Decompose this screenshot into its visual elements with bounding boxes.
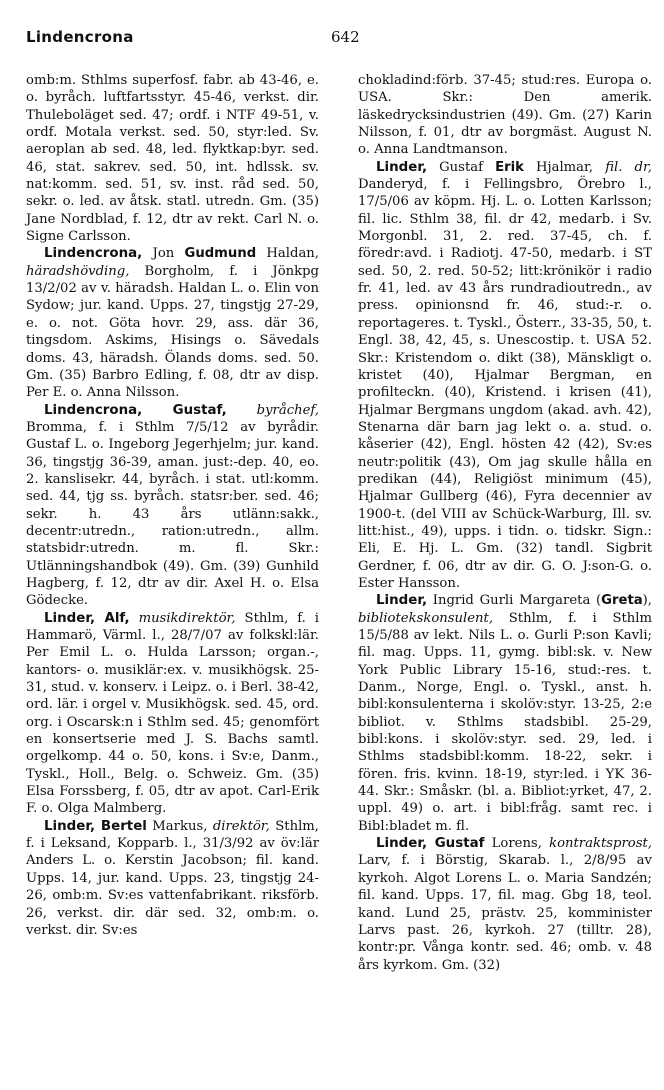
entry-given-names: Jon <box>142 246 185 262</box>
entry-text: Larv, f. i Börstig, Skarab. l., 2/8/95 av kyrkoh. Algot Lorens L. o. Maria Sandzén; fil. kand. Upps. 17, fil. mag. Gbg 18, teol. kand. Lund 25, prästv. 25, komminister Larvs past. 26, kyrkoh. 27 (tilltr. 28), kontr:pr. Vånga kontr. sed. 46; omb. v. 48 års kyrkom. Gm. (32) <box>358 853 652 973</box>
entry-given-names: Lorens, <box>484 836 550 852</box>
entry-text: chokladind:förb. 37-45; stud:res. Europa o. USA. Skr.: Den amerik. läskedrycksindustrien (49). Gm. (27) Karin Nilsson, f. 01, dtr av borgmäst. August N. o. Anna Landtmanson. <box>358 73 652 158</box>
entry-title: bibliotekskonsulent, <box>358 610 494 626</box>
entry-text: Sthlm, f. i Leksand, Kopparb. l., 31/3/92 av öv:lär Anders L. o. Kerstin Jacobson; fil. kand. Upps. 14, jur. kand. Upps. 23, tingstjg 24-26, omb:m. Sv:es vattenfabrikant. riksförb. 26, verkst. dir. där sed. 32, omb:m. o. verkst. dir. Sv:es <box>26 818 320 938</box>
entry-name: Linder, <box>376 159 428 175</box>
entry-given-names-rest: ), <box>642 593 652 609</box>
entry-title: direktör, <box>212 818 270 834</box>
entry-name: Lindencrona, <box>44 246 143 262</box>
entry-given-names-rest: Haldan, <box>256 246 319 262</box>
entry-name: Linder, <box>376 593 428 609</box>
entry-linder-erik <box>358 159 652 593</box>
entry-given-names: Ingrid Gurli Margareta ( <box>427 593 602 609</box>
entry-call-name: Greta <box>601 593 643 609</box>
page-number: 642 <box>331 28 360 46</box>
left-column <box>26 72 319 939</box>
entry-continuation <box>26 72 319 245</box>
entry-continuation <box>358 72 652 159</box>
entry-text: Bromma, f. i Sthlm 7/5/12 av byrådir. Gustaf L. o. Ingeborg Jegerhjelm; jur. kand. 36, tingstjg 36-39, aman. just:-dep. 40, eo. 2. kanslisekr. 44, byråch. i stat. utl:komm. sed. 44, tjg ss. byråch. statsr:ber. sed. 46; sekr. h. 43 års utlänn:sakk., decentr:utredn., ration:utredn., allm. statsbidr:utredn. m. fl. Skr.: Utlänningshandbok (49). Gm. (39) Gunhild Hagberg, f. 12, dtr av dir. Axel H. o. Elsa Gödecke. <box>26 419 319 609</box>
entry-text: Borgholm, f. i Jönkpg 13/2/02 av v. häradsh. Haldan L. o. Elin von Sydow; jur. kand. Upps. 27, tingstjg 27-29, e. o. not. Göta hovr. 29, ass. där 36, tingsdom. Askims, Hisings o. Sävedals doms. 43, häradsh. Ölands doms. sed. 50. Gm. (35) Barbro Edling, f. 08, dtr av disp. Per E. o. Anna Nilsson. <box>26 263 319 401</box>
page-header <box>26 28 646 52</box>
entry-name: Lindencrona, Gustaf, <box>44 402 227 418</box>
entry-title: kontraktsprost, <box>549 836 652 852</box>
entry-text: Sthlm, f. i Sthlm 15/5/88 av lekt. Nils L. o. Gurli P:son Kavli; fil. mag. Upps. 11, gymg. bibl:sk. v. New York Public Library 15-16, stud:-res. t. Danm., Norge, Engl. o. Tyskl., anst. h. bibl:konsulenterna i skolöv:styr. 13-25, 2:e bibliot. v. Sthlms stadsbibl. 25-29, bibl:kons. i skolöv:styr. sed. 29, led. i Sthlms stadsbibl:komm. 18-22, sekr. i fören. fris. kvinn. 18-19, styr:led. i YK 36-44. Skr.: Småskr. (bl. a. Bibliot:yrket, 47, 2. uppl. 49) o. art. i bibl:fråg. samt rec. i Bibl:bladet m. fl. <box>358 610 652 834</box>
entry-name: Linder, Bertel <box>44 818 147 834</box>
running-head-title: Lindencrona <box>26 28 134 46</box>
entry-title: fil. dr, <box>605 159 652 175</box>
entry-title: häradshövding, <box>26 263 130 279</box>
entry-lindencrona-jon <box>26 245 319 401</box>
entry-text: Danderyd, f. i Fellingsbro, Örebro l., 17/5/06 av köpm. Hj. L. o. Lotten Karlsson; fil. lic. Sthlm 38, fil. dr 42, medarb. i Sv. Morgonbl. 31, 2. red. 37-45, ch. f. föredr:avd. i Radiotj. 47-50, medarb. i ST sed. 50, 2. red. 50-52; litt:krönikör i radio fr. 41, led. av 43 års rundradioutredn., av press. opinionsnd fr. 46, stud:-r. o. reportageres. t. Tyskl., Österr., 33-35, 50, t. Engl. 38, 42, 45, s. Unescostip. t. USA 52. Skr.: Kristendom o. dikt (38), Mänskligt o. kristet (40), Hjalmar Bergman, en profilteckn. (40), Kristend. i krisen (41), Hjalmar Bergmans ungdom (akad. avh. 42), Stenarna där barn jag lekt o. a. stud. o. kåserier (42), Engl. hösten 42 (42), Sv:es neutr:politik (43), Om jag skulle hålla en predikan (44), Religiöst minimum (45), Hjalmar Gullberg (46), Fyra decennier av 1900-t. (del VIII av Schück-Warburg, Ill. sv. litt:hist., 49), upps. i tidn. o. tidskr. Sign.: Eli, E. Hj. L. Gm. (32) tandl. Sigbrit Gerdner, f. 06, dtr av dir. G. O. J:son-G. o. Ester Hansson. <box>358 177 652 591</box>
entry-linder-gustaf <box>358 835 652 974</box>
right-column <box>358 72 652 974</box>
entry-given-names: Markus, <box>146 818 213 834</box>
entry-name: Linder, Alf, <box>44 610 130 626</box>
entry-text: omb:m. Sthlms superfosf. fabr. ab 43-46, e. o. byråch. luftfartsstyr. 45-46, verkst. dir. Thuleboläget sed. 47; ordf. i NTF 49-51, v. ordf. Motala verkst. sed. 50, styr:led. Sv. aeroplan ab sed. 48, led. flyktkap:byr. sed. 46, stat. sakrev. sed. 50, int. hdlssk. sv. nat:komm. sed. 51, sv. inst. råd sed. 50, sekr. o. led. av åtsk. statl. utredn. Gm. (35) Jane Nordblad, f. 12, dtr av rekt. Carl N. o. Signe Carlsson. <box>26 73 319 245</box>
entry-linder-greta <box>358 592 652 835</box>
entry-lindencrona-gustaf <box>26 402 319 610</box>
entry-name: Linder, Gustaf <box>376 836 485 852</box>
entry-call-name: Gudmund <box>184 246 257 262</box>
entry-given-names-rest: Hjalmar, <box>523 159 606 175</box>
entry-linder-bertel <box>26 818 319 939</box>
entry-given-names: Gustaf <box>427 159 496 175</box>
entry-text: Sthlm, f. i Hammarö, Värml. l., 28/7/07 av folkskl:lär. Per Emil L. o. Hulda Larsson; organ.-, kantors- o. musiklär:ex. v. musikhögsk. 25-31, stud. v. konserv. i Leipz. o. i Berl. 38-42, ord. lär. i orgel v. Musikhögsk. sed. 45, ord. org. i Oscarsk:n i Sthlm sed. 45; genomfört en konsertserie med J. S. Bachs samtl. orgelkomp. 44 o. 50, kons. i Sv:e, Danm., Tyskl., Holl., Belg. o. Schweiz. Gm. (35) Elsa Forssberg, f. 05, dtr av apot. Carl-Erik F. o. Olga Malmberg. <box>26 610 319 817</box>
entry-call-name: Erik <box>495 159 524 175</box>
entry-title: byråchef, <box>256 402 319 418</box>
entry-linder-alf <box>26 610 319 818</box>
entry-title: musikdirektör, <box>138 610 236 626</box>
